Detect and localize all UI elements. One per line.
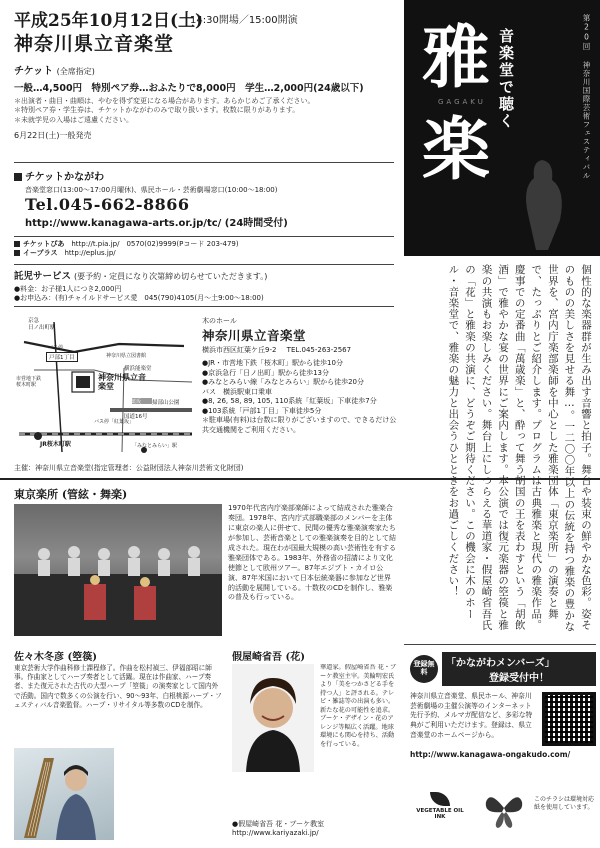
leaf-icon — [430, 792, 450, 806]
harp-player-image — [14, 748, 114, 840]
performer2-description: 華道家。假屋崎省吾 花・ブーケ教室主宰。美輪明宏氏より「美をつかさどる手を持つ人」と評される。テレビ・雑誌等の出演も多い。新たな花の可能性を追求。ブーケ・デザイン・花のアレンジ等幅広く活躍。地球環境にも関心を持ち、活動を行っている。 — [320, 664, 397, 748]
signup-url[interactable]: http://www.kanagawa-ongakudo.com/ — [410, 750, 571, 759]
pia-name: チケットぴあ — [23, 240, 65, 248]
map-label-subway — [16, 376, 48, 388]
sponsor-line: 主催：神奈川県立音楽堂(指定管理者：公益財団法人神奈川芸術文化財団) — [14, 464, 244, 472]
on-sale-date: 6月22日(土)一般発売 — [14, 131, 92, 141]
performer2-title: 假屋崎省吾 (花) — [232, 652, 305, 663]
florist-portrait-image — [232, 664, 314, 772]
qr-code-icon[interactable] — [542, 692, 596, 746]
ticket-prices: 一般…4,500円 特別ペア券…おふたりで8,000円 学生…2,000円(24歳以下) — [14, 83, 364, 94]
butterfly-logo — [480, 786, 528, 836]
ticket-seats-note: (全席指定) — [56, 67, 95, 76]
ticket-kanagawa-hours: 音楽堂窓口(13:00〜17:00月曜休)、県民ホール・芸術劇場窓口(10:00〜18:00) — [25, 186, 278, 194]
access-line: ●京浜急行「日ノ出町」駅から徒歩13分 — [202, 368, 330, 377]
childcare-section — [14, 268, 394, 304]
map-label-library: 神奈川県立図書館 — [106, 353, 147, 359]
map-label: 京急 — [28, 318, 40, 324]
performer2-url[interactable]: http://www.kariyazaki.jp/ — [232, 829, 319, 838]
map-label: 桜木町駅 — [16, 382, 37, 388]
access-line: ●JR・市営地下鉄「桜木町」駅から徒歩10分 — [202, 359, 343, 368]
access-title: 神奈川県立音楽堂 — [202, 328, 307, 343]
signup-text: 神奈川県立音楽堂、県民ホール、神奈川芸術劇場の主催公演等のインターネット先行予約、メルマガ配信など、多彩な特典がご利用いただけます。登録は、県立音楽堂のホームページから。 — [410, 692, 533, 739]
access-line: ●103系統「戸部1丁目」下車徒歩5分 — [202, 406, 322, 415]
map-label-keikyu — [28, 318, 56, 331]
title-panel — [404, 0, 600, 256]
square-bullet-icon — [14, 173, 22, 181]
group-title: 東京楽所 (管絃・舞楽) — [14, 488, 128, 501]
title-char-ga: 雅 — [422, 18, 491, 98]
ticket-kanagawa — [14, 168, 394, 229]
butterfly-icon — [480, 786, 528, 836]
title-romaji: GAGAKU — [438, 98, 486, 106]
access-map — [14, 312, 196, 456]
title-subtitle: 音楽堂で聴く — [497, 28, 515, 130]
childcare-contact: ●お申込み：(有)チャイルドサービス愛 045(790)4105(月〜土9:00〜18:00) — [14, 294, 264, 303]
vegetable-ink-logo — [414, 792, 466, 820]
childcare-subtitle: (要予約・定員になり次第締め切らせていただきます。) — [74, 272, 268, 281]
map-label-momiji-bus: バス停「紅葉坂」 — [94, 419, 135, 425]
map-label-tobe: 戸部1丁目 — [46, 352, 78, 362]
event-times: 14:30開場／15:00開演 — [190, 15, 298, 26]
divider — [14, 162, 394, 163]
access-info — [202, 316, 397, 435]
ticket-note: ＊出演者・曲目・曲順は、やむを得ず変更になる場合があります。あらかじめご了承ください。 — [14, 97, 315, 105]
divider — [14, 236, 394, 237]
intro-body: 個性的な楽器群が生み出す音響と拍子。舞台や装束の鮮やかな色彩。姿そのものの美しさを見せる舞…。一二〇〇年以上の伝統を持つ雅楽の豊かな世界を、宮内庁楽部楽師を中心とした雅楽団体「東京楽所」の演奏と舞で、たっぷりとご紹介します。プログラムは古典雅楽と現代の雅楽作品。慶事での定番曲「萬歳楽」と、酔って舞う胡国の王を表わすという「胡飲酒」で雅やかな宴の世界にご案内します。本公演では復元楽器の箜篌と雅楽の共演もお楽しみください。舞台上にしつらえる華道家・假屋崎省吾氏の「花」と雅楽の共演に、どうぞご期待ください。この機会に木のホール・音楽堂で、雅楽の魅力と出会うひとときをお過ごしください！ — [447, 264, 592, 632]
signup-badge: 登録無料 — [410, 655, 438, 683]
gagaku-performers-image — [14, 504, 222, 636]
divider — [14, 264, 394, 265]
map-label: 日ノ出町駅 — [28, 324, 56, 331]
title-artwork — [512, 150, 572, 250]
ticket-label: チケット — [14, 66, 54, 77]
recycle-note: このチラシは環境対応紙を使用しています。 — [534, 796, 595, 812]
signup-subtitle: 登録受付中！ — [489, 673, 549, 684]
access-small-title: 木のホール — [202, 317, 237, 325]
map-label-noh: 横浜能楽堂 — [124, 366, 152, 372]
ticket-kanagawa-url[interactable]: http://www.kanagawa-arts.or.jp/tc/ — [25, 218, 222, 230]
performer1-title: 佐々木冬彦 (箜篌) — [14, 652, 97, 663]
group-photo — [14, 504, 222, 636]
performer2-photo — [232, 664, 314, 772]
performer2-classroom: ●假屋崎省吾 花・ブーケ教室 — [232, 820, 325, 828]
title-char-gaku: 楽 — [422, 110, 491, 190]
eplus-name: イープラス — [23, 249, 58, 258]
map-label: 市営地下鉄 — [16, 376, 42, 382]
ticket-note: ＊未就学児の入場はご遠慮ください。 — [14, 115, 133, 124]
pia-detail[interactable]: http://t.pia.jp/ 0570(02)9999(Pコード 203-479) — [71, 240, 239, 248]
map-label-route16: 国道16号 — [124, 414, 148, 420]
map-label-jr: JR桜木町駅 — [40, 441, 71, 448]
access-line: ＊駐車場(有料)は台数に限りがございますので、できるだけ公共交通機関をご利用ください。 — [202, 416, 397, 434]
event-date: 平成25年10月12日(土) — [14, 11, 204, 31]
ticket-kanagawa-url-note: (24時間受付) — [224, 218, 288, 230]
signup-title: 「かながわメンバーズ」 — [446, 658, 555, 669]
map-label-busstop: バス停 — [48, 345, 64, 351]
access-address: 横浜市西区紅葉ケ丘9-2 — [202, 346, 277, 354]
other-tickets — [14, 240, 394, 259]
map-label-ongakudo: 神奈川県立音楽堂 — [98, 373, 146, 391]
eplus-detail[interactable]: http://eplus.jp/ — [64, 249, 116, 258]
ticket-section — [14, 62, 394, 142]
square-bullet-icon — [14, 250, 20, 256]
divider — [14, 306, 394, 307]
festival-edition: 第20回 神奈川国際芸術フェスティバル — [582, 14, 591, 180]
childcare-fee: ●料金：お子様1人につき2,000円 — [14, 285, 122, 293]
childcare-title: 託児サービス — [14, 271, 72, 282]
group-description: 1970年代宮内庁楽部楽師によって結成された雅楽合奏団。1978年、宮内庁式部職楽部のメンバーを主体に東京の楽人に併せて、民間の優秀な雅楽演奏家たちが参加し、芸術音楽としての雅楽演奏を目的として結成された。現在わが国最大規模の高い芸術性を有する雅楽団体である。1983年、外務省の招請により文化使節として欧州ツアー。87年エジプト・カイロ公演、87年米国において日本伝統楽器に参加など世界的活動を展開している。十数枚のCDを制作し、雅楽の普及も行っている。 — [228, 504, 396, 602]
map-label-park: 掃部山公園 — [152, 400, 180, 406]
map-label-minatomirai: 「みなとみらい」駅 — [132, 443, 178, 449]
performer2-footer — [232, 820, 402, 839]
veg-ink-label: VEGETABLE OIL INK — [416, 808, 464, 820]
access-tel[interactable]: TEL.045-263-2567 — [286, 346, 352, 354]
ticket-note: ＊特別ペア券・学生券は、チケットかながわのみで取り扱います。枚数に限りがあります。 — [14, 106, 300, 115]
performer1-photo — [14, 748, 114, 840]
divider — [404, 644, 596, 645]
dancer-silhouette-image — [512, 150, 572, 250]
access-line: ●8, 26, 58, 89, 105, 110系統「紅葉坂」下車徒歩7分 — [202, 397, 377, 406]
performer1-description: 東京芸術大学作曲科修士課程修了。作曲を松村禎三、伊福部昭に師事。作曲家としてハープ奏者として活躍。現在は作曲家、ハープ奏者、また復元された古代の大型ハープ「箜篌」の演奏家として国内外で活動。国内で数多くの公演を行い、90〜93年、白根桃源ハープ・フェスティバル音楽監督。ハープ・リサイタル等多数のCDを制作。 — [14, 664, 222, 709]
map-label-momijizaka: 紅葉坂 — [126, 399, 142, 405]
venue-title: 神奈川県立音楽堂 — [14, 33, 175, 55]
ticket-kanagawa-title: チケットかながわ — [25, 172, 105, 183]
square-bullet-icon — [14, 241, 20, 247]
access-line: バス 横浜駅東口乗車 — [202, 387, 272, 396]
members-signup[interactable] — [410, 652, 596, 759]
access-line: ●みなとみらい線「みなとみらい」駅から徒歩20分 — [202, 378, 365, 387]
ticket-kanagawa-tel[interactable]: Tel.045-662-8866 — [25, 195, 190, 215]
